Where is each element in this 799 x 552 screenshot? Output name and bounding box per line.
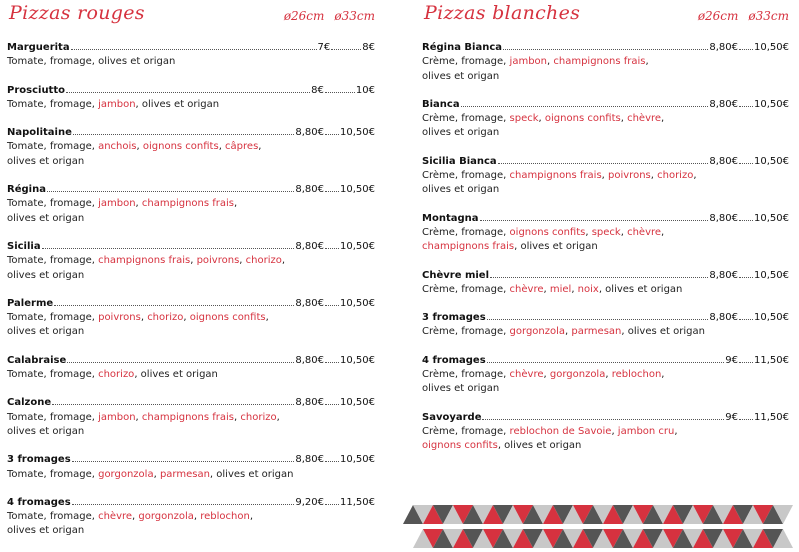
ingredient-text: Crème, fromage, — [422, 369, 510, 381]
ingredient-text: Tomate, fromage, olives et origan — [7, 56, 176, 68]
pizza-ingredients — [422, 55, 789, 84]
price-small: 8,80€ — [295, 240, 324, 252]
ingredient-highlight: reblochon — [200, 511, 250, 523]
ingredient-text: , olives et origan — [209, 468, 294, 480]
pizza-name-price-line — [422, 269, 789, 283]
pizza-ingredients — [7, 311, 375, 340]
ingredient-highlight: gorgonzola — [509, 326, 566, 338]
pizza-name-price-line — [7, 396, 375, 410]
pizza-name: Régina Bianca — [422, 42, 503, 53]
ingredient-text: , — [538, 113, 545, 125]
ingredient-text: olives et origan — [7, 425, 85, 437]
price-small: 8,80€ — [709, 98, 738, 110]
pizza-item — [7, 41, 375, 70]
pizza-ingredients — [7, 510, 375, 539]
ingredient-highlight: oignons confits — [509, 226, 586, 238]
ingredient-text: olives et origan — [7, 155, 85, 167]
dot-leader — [325, 134, 339, 135]
ingredient-text: , — [135, 411, 142, 423]
ingredient-text: , — [281, 255, 286, 267]
ingredient-text: , — [153, 468, 160, 480]
pizza-ingredients — [7, 197, 375, 226]
ingredient-text: , olives et origan — [514, 241, 598, 253]
dot-leader — [42, 248, 295, 249]
ingredient-text: Tomate, fromage, — [7, 511, 99, 523]
price-large: 10,50€ — [340, 297, 375, 309]
ingredient-text: Tomate, fromage, — [7, 255, 99, 267]
ingredient-text: , — [650, 170, 658, 182]
price-small: 8,80€ — [295, 127, 324, 139]
ingredient-highlight: oignons confits — [422, 440, 498, 452]
size-large-label: ø33cm — [334, 9, 375, 23]
dot-leader — [71, 49, 317, 50]
ingredient-text: , olives et origan — [497, 440, 582, 452]
ingredient-text: , — [135, 198, 142, 210]
price-large: 10,50€ — [340, 354, 375, 366]
ingredient-highlight: anchois — [98, 141, 137, 153]
red-pizza-list — [7, 41, 375, 539]
price-small: 8,80€ — [295, 454, 324, 466]
ingredient-highlight: câpres — [225, 141, 259, 153]
pizza-name-price-line — [7, 354, 375, 368]
ingredient-text: Crème, fromage, — [422, 113, 510, 125]
ingredient-highlight: chèvre — [627, 226, 662, 238]
ingredient-highlight: noix — [577, 283, 599, 295]
ingredient-text: olives et origan — [422, 383, 500, 395]
dot-leader — [54, 305, 294, 306]
dot-leader — [739, 220, 753, 221]
pizza-name: 4 fromages — [7, 496, 71, 508]
ingredient-text: Tomate, fromage, — [7, 468, 99, 480]
dot-leader — [739, 319, 753, 320]
ingredient-highlight: speck — [509, 113, 539, 125]
ingredient-highlight: parmesan — [571, 326, 622, 338]
ingredient-text: Tomate, fromage, — [7, 312, 99, 324]
dot-leader — [325, 404, 339, 405]
pizza-name: Napolitaine — [7, 127, 72, 139]
ingredient-highlight: chèvre — [98, 511, 133, 523]
pizza-name: 3 fromages — [7, 454, 71, 466]
pizza-name-price-line — [7, 84, 375, 98]
pizza-name-price-line — [422, 354, 789, 368]
dot-leader — [325, 92, 355, 93]
ingredient-highlight: chèvre — [627, 113, 662, 125]
ingredient-highlight: gorgonzola — [98, 468, 154, 480]
pizza-name-price-line — [422, 411, 789, 425]
pizza-name-price-line — [7, 453, 375, 467]
ingredient-highlight: champignons frais — [422, 241, 515, 253]
pizza-ingredients — [7, 55, 375, 69]
white-pizzas-header — [422, 0, 789, 34]
dot-leader — [331, 49, 361, 50]
pizza-name-price-line — [7, 496, 375, 510]
price-large: 10,50€ — [754, 212, 789, 224]
ingredient-highlight: jambon — [98, 198, 136, 210]
ingredient-text: Crème, fromage, — [422, 326, 510, 338]
pizza-name: 3 fromages — [422, 312, 486, 324]
pizza-item — [422, 98, 789, 141]
ingredient-text: , — [674, 425, 678, 437]
price-large: 11,50€ — [754, 354, 789, 366]
ingredient-highlight: champignons frais — [98, 255, 191, 267]
price-large: 10,50€ — [340, 184, 375, 196]
ingredient-highlight: champignons frais — [141, 411, 235, 423]
ingredient-highlight: poivrons — [608, 170, 651, 182]
ingredient-highlight: chorizo — [147, 312, 184, 324]
pizza-name: 4 fromages — [422, 354, 486, 366]
dot-leader — [325, 305, 339, 306]
ingredient-text: , olives et origan — [598, 283, 683, 295]
pizza-item — [422, 41, 789, 84]
ingredient-text: , — [611, 425, 618, 437]
ingredient-highlight: chorizo — [98, 369, 135, 381]
pizza-item — [7, 240, 375, 283]
ingredient-highlight: chèvre — [509, 369, 544, 381]
dot-leader — [480, 220, 709, 221]
pizza-name: Palerme — [7, 297, 54, 309]
ingredient-text: , — [620, 113, 628, 125]
ingredient-text: , — [239, 255, 246, 267]
ingredient-text: Tomate, fromage, — [7, 198, 99, 210]
price-small: 8,80€ — [709, 212, 738, 224]
ingredient-highlight: jambon — [509, 56, 547, 68]
ingredient-highlight: poivrons — [98, 312, 141, 324]
ingredient-text: , — [276, 411, 280, 423]
ingredient-text: Crème, fromage, — [422, 170, 510, 182]
pizza-ingredients — [7, 368, 375, 382]
dot-leader — [47, 191, 294, 192]
ingredient-highlight: champignons frais — [141, 198, 235, 210]
ingredient-text: olives et origan — [7, 525, 85, 537]
ingredient-text: , — [193, 511, 201, 523]
size-small-label: ø26cm — [283, 9, 325, 23]
pizza-ingredients — [422, 368, 789, 397]
price-large: 11,50€ — [340, 496, 375, 508]
pizza-item — [7, 126, 375, 169]
price-large: 10,50€ — [340, 240, 375, 252]
dot-leader — [487, 319, 709, 320]
pizza-name: Sicilia — [7, 240, 41, 252]
ingredient-text: , olives et origan — [134, 369, 218, 381]
dot-leader — [72, 504, 295, 505]
ingredient-text: olives et origan — [422, 127, 500, 139]
price-small: 8,80€ — [295, 184, 324, 196]
ingredient-text: Crème, fromage, — [422, 283, 510, 295]
ingredient-highlight: jambon — [98, 98, 136, 110]
ingredient-text: , — [140, 312, 148, 324]
ingredient-highlight: poivrons — [196, 255, 240, 267]
pizza-item — [422, 155, 789, 198]
pizza-item — [7, 396, 375, 439]
ingredient-text: , — [218, 141, 226, 153]
ingredient-highlight: speck — [591, 226, 621, 238]
ingredient-text: , — [136, 141, 143, 153]
pizza-item — [7, 496, 375, 539]
ingredient-text: Crème, fromage, — [422, 425, 510, 437]
dot-leader — [490, 277, 708, 278]
ingredient-text: Tomate, fromage, — [7, 98, 99, 110]
dot-leader — [482, 419, 724, 420]
price-small: 7€ — [317, 42, 331, 53]
pizza-item — [422, 212, 789, 255]
ingredient-highlight: gorgonzola — [138, 511, 194, 523]
pizza-ingredients — [422, 425, 789, 454]
dot-leader — [498, 163, 709, 164]
price-large: 10,50€ — [340, 127, 375, 139]
dot-leader — [72, 461, 295, 462]
pizza-item — [7, 183, 375, 226]
ingredient-text: , — [661, 113, 665, 125]
ingredient-highlight: champignons frais — [509, 170, 602, 182]
triangle-pattern-decoration — [403, 505, 799, 552]
ingredient-highlight: gorgonzola — [549, 369, 606, 381]
pizza-ingredients — [7, 468, 375, 482]
pizza-item — [422, 354, 789, 397]
price-large: 10,50€ — [340, 454, 375, 466]
dot-leader — [739, 419, 753, 420]
pizza-name-price-line — [7, 126, 375, 140]
price-large: 10,50€ — [754, 269, 789, 281]
red-pizzas-header — [7, 0, 375, 34]
pizza-name-price-line — [7, 297, 375, 311]
pizza-ingredients — [422, 112, 789, 141]
ingredient-text: Tomate, fromage, — [7, 141, 99, 153]
ingredient-text: Crème, fromage, — [422, 56, 510, 68]
ingredient-text: olives et origan — [7, 269, 85, 281]
ingredient-text: Crème, fromage, — [422, 226, 510, 238]
pizza-name: Savoyarde — [422, 411, 482, 423]
dot-leader — [67, 362, 294, 363]
pizza-ingredients — [422, 283, 789, 297]
pizza-ingredients — [7, 140, 375, 169]
pizza-ingredients — [7, 98, 375, 112]
pizza-name-price-line — [422, 212, 789, 226]
price-large: 10€ — [355, 84, 375, 96]
ingredient-text: , — [547, 56, 554, 68]
ingredient-text: , — [249, 511, 254, 523]
ingredient-text: , — [234, 411, 241, 423]
ingredient-highlight: chorizo — [657, 170, 694, 182]
pizza-name: Sicilia Bianca — [422, 155, 497, 167]
ingredient-text: , — [601, 170, 609, 182]
ingredient-text: Tomate, fromage, — [7, 411, 99, 423]
pizza-name: Calabraise — [7, 354, 67, 366]
pizza-name: Montagna — [422, 212, 479, 224]
ingredient-highlight: miel — [549, 283, 572, 295]
pizza-item — [7, 297, 375, 340]
ingredient-highlight: parmesan — [159, 468, 210, 480]
ingredient-text: , — [190, 255, 197, 267]
ingredient-highlight: reblochon de Savoie — [509, 425, 612, 437]
dot-leader — [739, 277, 753, 278]
ingredient-text: , — [605, 369, 612, 381]
ingredient-text: , — [693, 170, 697, 182]
ingredient-text: , — [571, 283, 578, 295]
pizza-name: Marguerita — [7, 42, 70, 53]
ingredient-text: olives et origan — [422, 184, 500, 196]
price-small: 8,80€ — [295, 297, 324, 309]
pizza-ingredients — [7, 411, 375, 440]
price-small: 8,80€ — [709, 312, 738, 324]
dot-leader — [52, 404, 294, 405]
pizza-name-price-line — [7, 183, 375, 197]
pizza-name-price-line — [422, 98, 789, 112]
pizza-name: Chèvre miel — [422, 269, 490, 281]
size-small-label: ø26cm — [697, 9, 739, 23]
price-large: 10,50€ — [754, 155, 789, 167]
ingredient-text: , — [543, 369, 550, 381]
size-labels — [274, 9, 375, 23]
ingredient-text: Tomate, fromage, — [7, 369, 99, 381]
dot-leader — [325, 191, 339, 192]
ingredient-highlight: chorizo — [245, 255, 282, 267]
price-small: 8,80€ — [295, 354, 324, 366]
ingredient-text: , — [234, 198, 238, 210]
pizza-name-price-line — [422, 41, 789, 55]
pizza-ingredients — [422, 325, 789, 339]
price-large: 10,50€ — [754, 42, 789, 53]
ingredient-text: olives et origan — [7, 326, 85, 338]
pizza-name-price-line — [7, 240, 375, 254]
price-small: 8,80€ — [295, 397, 324, 409]
ingredient-text: , — [620, 226, 628, 238]
price-small: 8€ — [311, 84, 324, 96]
price-small: 9€ — [725, 411, 738, 423]
white-pizza-list — [422, 41, 789, 454]
dot-leader — [325, 362, 339, 363]
pizza-name-price-line — [422, 311, 789, 325]
dot-leader — [503, 49, 708, 50]
dot-leader — [325, 461, 339, 462]
dot-leader — [739, 163, 753, 164]
price-large: 8€ — [362, 42, 375, 53]
dot-leader — [487, 362, 725, 363]
pizza-name: Régina — [7, 184, 46, 196]
price-small: 9€ — [725, 354, 738, 366]
ingredient-text: , — [565, 326, 572, 338]
ingredient-highlight: jambon — [98, 411, 136, 423]
ingredient-highlight: champignons frais — [553, 56, 646, 68]
price-large: 10,50€ — [340, 397, 375, 409]
price-small: 8,80€ — [709, 42, 738, 53]
ingredient-highlight: reblochon — [611, 369, 662, 381]
pizza-item — [7, 354, 375, 383]
pizza-name-price-line — [7, 41, 375, 55]
ingredient-text: , — [585, 226, 592, 238]
ingredient-text: olives et origan — [422, 70, 500, 82]
ingredient-text: olives et origan — [7, 212, 85, 224]
dot-leader — [325, 248, 339, 249]
pizza-item — [7, 84, 375, 113]
ingredient-highlight: chorizo — [240, 411, 277, 423]
pizza-ingredients — [422, 169, 789, 198]
ingredient-text: , — [661, 226, 665, 238]
ingredient-text: , — [645, 56, 649, 68]
ingredient-text: , — [183, 312, 190, 324]
pizza-name: Bianca — [422, 98, 460, 110]
ingredient-text: , — [661, 369, 665, 381]
white-pizzas-title: Pizzas blanches — [424, 2, 581, 24]
dot-leader — [739, 49, 753, 50]
price-large: 10,50€ — [754, 98, 789, 110]
pizza-name-price-line — [422, 155, 789, 169]
ingredient-text: , olives et origan — [621, 326, 705, 338]
price-large: 10,50€ — [754, 312, 789, 324]
price-small: 8,80€ — [709, 269, 738, 281]
red-pizzas-column — [7, 0, 375, 539]
dot-leader — [461, 106, 709, 107]
dot-leader — [73, 134, 295, 135]
pizza-item — [422, 311, 789, 340]
dot-leader — [739, 106, 753, 107]
price-large: 11,50€ — [754, 411, 789, 423]
price-small: 8,80€ — [709, 155, 738, 167]
ingredient-highlight: oignons confits — [189, 312, 266, 324]
pizza-name: Calzone — [7, 397, 52, 409]
ingredient-text: , — [543, 283, 550, 295]
price-small: 9,20€ — [295, 496, 324, 508]
pizza-item — [7, 453, 375, 482]
ingredient-highlight: jambon cru — [617, 425, 675, 437]
ingredient-highlight: oignons confits — [544, 113, 621, 125]
red-pizzas-title: Pizzas rouges — [9, 2, 145, 24]
dot-leader — [66, 92, 310, 93]
dot-leader — [739, 362, 753, 363]
ingredient-text: , — [132, 511, 139, 523]
ingredient-text: , — [265, 312, 269, 324]
pizza-ingredients — [7, 254, 375, 283]
size-labels — [688, 9, 789, 23]
ingredient-highlight: oignons confits — [142, 141, 219, 153]
pizza-item — [422, 411, 789, 454]
pizza-item — [422, 269, 789, 298]
size-large-label: ø33cm — [748, 9, 789, 23]
white-pizzas-column — [422, 0, 789, 454]
ingredient-highlight: chèvre — [509, 283, 544, 295]
pizza-name: Prosciutto — [7, 84, 65, 96]
ingredient-text: , — [258, 141, 262, 153]
ingredient-text: , olives et origan — [135, 98, 220, 110]
dot-leader — [325, 504, 339, 505]
pizza-ingredients — [422, 226, 789, 255]
